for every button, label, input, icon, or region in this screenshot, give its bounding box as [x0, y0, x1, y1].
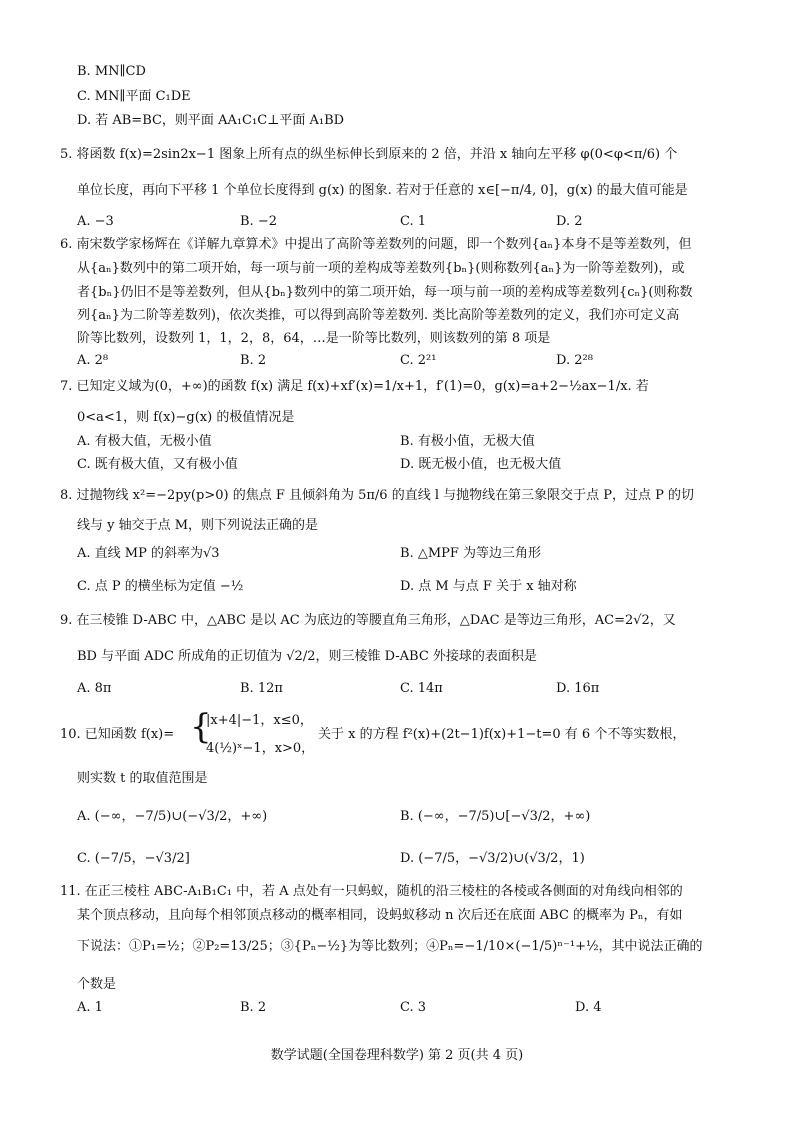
q6-option-a: A. 2⁸: [77, 353, 109, 368]
q10-stem-line-2: 则实数 t 的取值范围是: [77, 771, 208, 786]
q6-stem-line-2: 从{aₙ}数列中的第二项开始，每一项与前一项的差构成等差数列{bₙ}(则称数列{aₙ}为一阶等差数列)，或: [77, 261, 685, 276]
q11-option-a: A. 1: [77, 1000, 103, 1015]
q6-stem-line-4: 列{aₙ}为二阶等差数列)，依次类推，可以得到高阶等差数列. 类比高阶等差数列的定义，我们亦可定义高: [77, 308, 680, 323]
q6-stem-line-3: 者{bₙ}仍旧不是等差数列，但从{bₙ}数列中的第二项开始，每一项与前一项的差构成等差数列{cₙ}(则称数: [77, 285, 693, 300]
q4-option-c: C. MN∥平面 C₁DE: [77, 89, 191, 104]
q7-option-c: C. 既有极大值，又有极小值: [77, 457, 238, 472]
q8-option-d: D. 点 M 与点 F 关于 x 轴对称: [400, 579, 577, 594]
q9-option-c: C. 14π: [400, 681, 443, 696]
q10-lead: 10. 已知函数 f(x)=: [60, 727, 175, 742]
q6-option-b: B. 2: [240, 353, 267, 368]
q9-option-b: B. 12π: [240, 681, 283, 696]
q8-option-b: B. △MPF 为等边三角形: [400, 546, 542, 561]
q6-option-c: C. 2²¹: [400, 353, 437, 368]
q9-option-a: A. 8π: [77, 681, 112, 696]
q10-option-b: B. (−∞，−7/5)∪[−√3/2，+∞): [400, 809, 591, 824]
q10-piece-2: 4(½)ˣ−1，x>0，: [206, 741, 315, 756]
q8-option-c: C. 点 P 的横坐标为定值 −½: [77, 579, 244, 594]
page-footer: 数学试题(全国卷理科数学) 第 2 页(共 4 页): [270, 1048, 524, 1063]
q7-option-a: A. 有极大值，无极小值: [77, 434, 212, 449]
q7-option-b: B. 有极小值，无极大值: [400, 434, 535, 449]
q11-stem-line-2: 某个顶点移动，且向每个相邻顶点移动的概率相同，设蚂蚁移动 n 次后还在底面 ABC 的概率为 Pₙ，有如: [77, 908, 683, 923]
q5-option-d: D. 2: [556, 214, 583, 229]
q7-stem-line-1: 7. 已知定义域为(0，+∞)的函数 f(x) 满足 f(x)+xf′(x)=1/x+1，f′(1)=0，g(x)=a+2−½ax−1/x. 若: [60, 379, 649, 394]
q6-stem-line-5: 阶等比数列，设数列 1，1，2，8，64，…是一阶等比数列，则该数列的第 8 项是: [77, 331, 551, 346]
q7-stem-line-2: 0<a<1，则 f(x)−g(x) 的极值情况是: [77, 410, 295, 425]
q10-stem-tail: 关于 x 的方程 f²(x)+(2t−1)f(x)+1−t=0 有 6 个不等实数根，: [318, 727, 686, 742]
q9-stem-line-2: BD 与平面 ADC 所成角的正切值为 √2/2，则三棱锥 D-ABC 外接球的表面积是: [77, 649, 537, 664]
q11-stem-line-1: 11. 在正三棱柱 ABC-A₁B₁C₁ 中，若 A 点处有一只蚂蚁，随机的沿三棱柱的各棱或各侧面的对角线向相邻的: [60, 884, 683, 899]
q10-option-a: A. (−∞，−7/5)∪(−√3/2，+∞): [77, 809, 268, 824]
q10-option-c: C. (−7/5，−√3/2]: [77, 851, 190, 866]
q8-stem-line-2: 线与 y 轴交于点 M，则下列说法正确的是: [77, 518, 319, 533]
q9-stem-line-1: 9. 在三棱锥 D-ABC 中，△ABC 是以 AC 为底边的等腰直角三角形，△DAC 是等边三角形，AC=2√2，又: [60, 613, 676, 628]
q5-stem-line-2: 单位长度，再向下平移 1 个单位长度得到 g(x) 的图象. 若对于任意的 x∈[−π/4, 0]，g(x) 的最大值可能是: [77, 183, 688, 198]
q11-option-d: D. 4: [575, 1000, 602, 1015]
q11-option-b: B. 2: [240, 1000, 267, 1015]
q10-piece-1: |x+4|−1，x≤0，: [206, 713, 313, 728]
q8-stem-line-1: 8. 过抛物线 x²=−2py(p>0) 的焦点 F 且倾斜角为 5π/6 的直线 l 与抛物线在第三象限交于点 P，过点 P 的切: [60, 488, 695, 503]
q10-option-d: D. (−7/5，−√3/2)∪(√3/2，1): [400, 851, 585, 866]
q11-stem-line-3: 下说法：①P₁=½；②P₂=13/25；③{Pₙ−½}为等比数列；④Pₙ=−1/10×(−1/5)ⁿ⁻¹+½，其中说法正确的: [77, 939, 703, 954]
q11-option-c: C. 3: [400, 1000, 427, 1015]
q6-option-d: D. 2²⁸: [556, 353, 593, 368]
q11-stem-line-4: 个数是: [77, 977, 117, 992]
q5-option-a: A. −3: [77, 214, 114, 229]
q4-option-b: B. MN∥CD: [77, 64, 146, 79]
q7-option-d: D. 既无极小值，也无极大值: [400, 457, 562, 472]
q6-stem-line-1: 6. 南宋数学家杨辉在《详解九章算术》中提出了高阶等差数列的问题，即一个数列{aₙ}本身不是等差数列，但: [60, 237, 692, 252]
q4-option-d: D. 若 AB=BC，则平面 AA₁C₁C⊥平面 A₁BD: [77, 113, 345, 128]
q8-option-a: A. 直线 MP 的斜率为√3: [77, 546, 220, 561]
q10-brace: {: [190, 707, 212, 747]
q9-option-d: D. 16π: [556, 681, 600, 696]
q5-option-b: B. −2: [240, 214, 277, 229]
q5-option-c: C. 1: [400, 214, 427, 229]
q5-stem-line-1: 5. 将函数 f(x)=2sin2x−1 图象上所有点的纵坐标伸长到原来的 2 倍，并沿 x 轴向左平移 φ(0<φ<π/6) 个: [60, 147, 678, 162]
